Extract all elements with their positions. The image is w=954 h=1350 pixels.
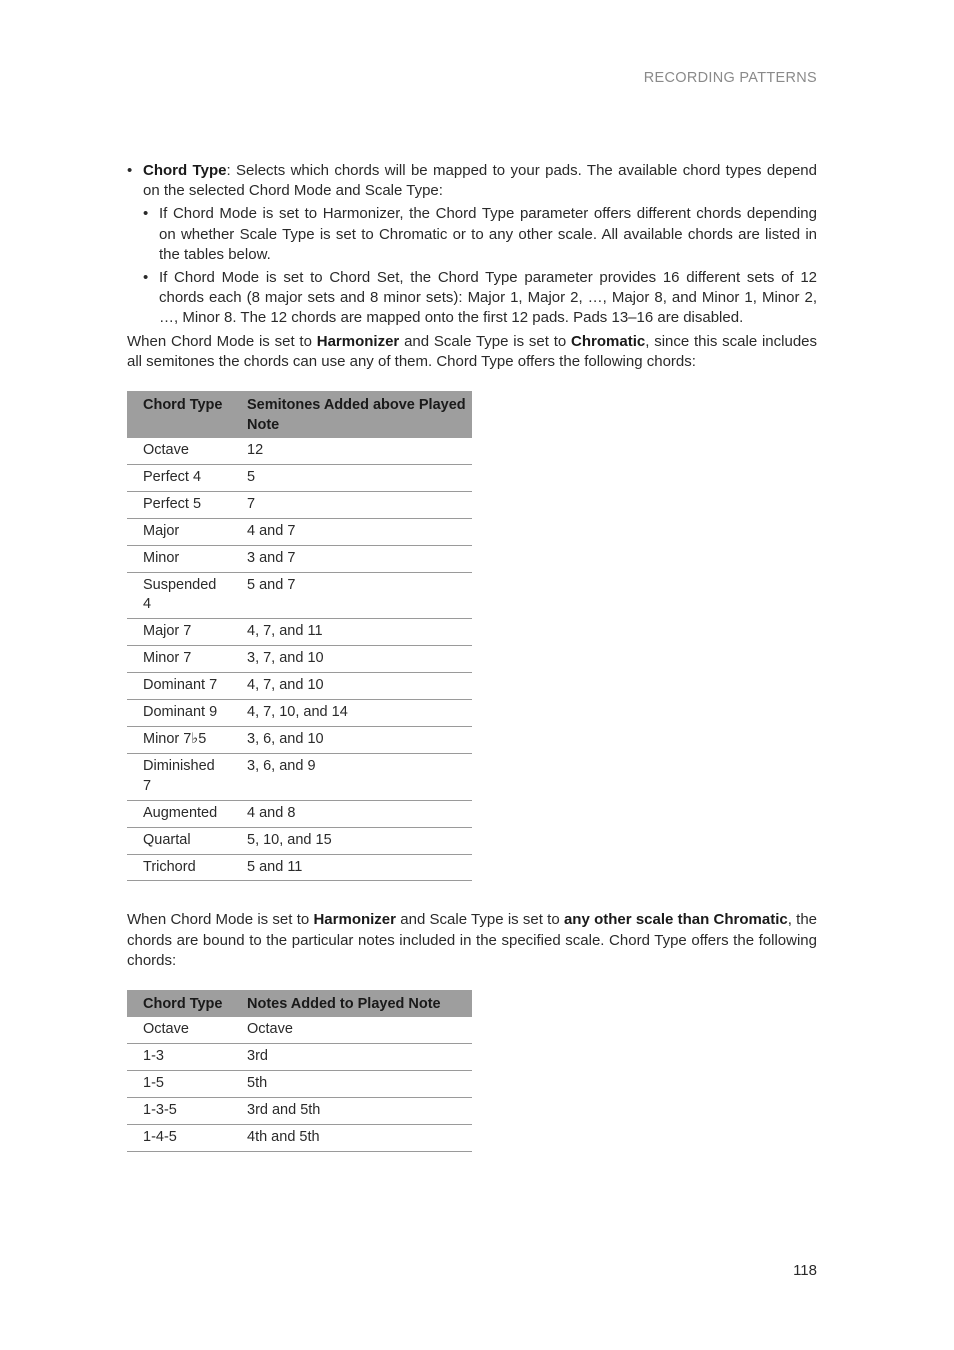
table-row: [127, 1124, 472, 1151]
column-header: Chord Type: [127, 990, 231, 1017]
table-row: [127, 673, 472, 700]
chord-type-cell: Minor 7: [127, 646, 231, 673]
chord-type-cell: Quartal: [127, 827, 231, 854]
chord-type-cell: Perfect 4: [127, 464, 231, 491]
value-cell: 4, 7, and 11: [231, 619, 472, 646]
table-row: [127, 491, 472, 518]
page-header: RECORDING PATTERNS: [643, 70, 817, 86]
chord-type-cell: 1-5: [127, 1070, 231, 1097]
bold-harmonizer: Harmonizer: [316, 332, 400, 350]
column-header: Chord Type: [127, 391, 231, 438]
table-row: [127, 1043, 472, 1070]
text: and Scale Type is set to: [399, 332, 572, 350]
chord-type-cell: Dominant 7: [127, 673, 231, 700]
chord-type-cell: 1-4-5: [127, 1124, 231, 1151]
page-number: 118: [793, 1262, 817, 1279]
value-cell: 4 and 8: [231, 800, 472, 827]
bold-harmonizer: Harmonizer: [313, 911, 396, 929]
table-row: [127, 572, 472, 619]
chord-type-cell: 1-3-5: [127, 1097, 231, 1124]
table-body: [127, 1017, 472, 1151]
chord-type-cell: Trichord: [127, 854, 231, 881]
table-row: [127, 1017, 472, 1043]
chord-type-cell: Major 7: [127, 619, 231, 646]
chord-type-cell: Minor: [127, 545, 231, 572]
value-cell: 12: [231, 438, 472, 464]
chord-type-cell: 1-3: [127, 1043, 231, 1070]
value-cell: 4th and 5th: [231, 1124, 472, 1151]
paragraph-chromatic: [127, 332, 817, 372]
table-row: [127, 438, 472, 464]
text: When Chord Mode is set to: [127, 332, 317, 350]
table-header-row: [127, 391, 472, 438]
chord-type-cell: Diminished 7: [127, 753, 231, 800]
value-cell: 5 and 7: [231, 572, 472, 619]
page-content: [127, 161, 817, 1152]
chord-type-cell: Octave: [127, 1017, 231, 1043]
table-body: [127, 438, 472, 881]
text: and Scale Type is set to: [396, 911, 564, 929]
chord-type-cell: Augmented: [127, 800, 231, 827]
table-row: [127, 518, 472, 545]
bullet-chord-type: [127, 161, 817, 329]
value-cell: 4, 7, and 10: [231, 673, 472, 700]
table-row: [127, 545, 472, 572]
value-cell: 3, 7, and 10: [231, 646, 472, 673]
value-cell: 5th: [231, 1070, 472, 1097]
value-cell: Octave: [231, 1017, 472, 1043]
sub-bullet-list: [143, 204, 817, 328]
text: , since this scale includes all semitones the chords can use any of them. Chord Type offers the following chords:: [127, 332, 818, 370]
chromatic-chord-table: [127, 391, 472, 881]
value-cell: 5, 10, and 15: [231, 827, 472, 854]
chord-type-cell: Dominant 9: [127, 700, 231, 727]
bullet-list: [127, 161, 817, 329]
value-cell: 3, 6, and 10: [231, 727, 472, 754]
text: , the chords are bound to the particular notes included in the specified scale. Chord Type offers the following chords:: [127, 911, 818, 969]
chord-type-cell: Minor 7♭5: [127, 727, 231, 754]
table-row: [127, 1097, 472, 1124]
column-header: Notes Added to Played Note: [231, 990, 472, 1017]
table-header-row: [127, 990, 472, 1017]
value-cell: 3rd: [231, 1043, 472, 1070]
chord-type-term: Chord Type: [143, 162, 227, 179]
table-row: [127, 1070, 472, 1097]
value-cell: 5: [231, 464, 472, 491]
column-header: Semitones Added above Played Note: [231, 391, 472, 438]
value-cell: 4, 7, 10, and 14: [231, 700, 472, 727]
value-cell: 3rd and 5th: [231, 1097, 472, 1124]
table-row: [127, 646, 472, 673]
chord-type-cell: Perfect 5: [127, 491, 231, 518]
table-row: [127, 753, 472, 800]
bold-other-scale: any other scale than Chromatic: [563, 911, 788, 929]
chord-type-description: : Selects which chords will be mapped to your pads. The available chord types depend on the selected Chord Mode and Scale Type:: [143, 162, 817, 200]
value-cell: 3, 6, and 9: [231, 753, 472, 800]
table-row: [127, 464, 472, 491]
text: When Chord Mode is set to: [127, 911, 314, 929]
chord-type-cell: Suspended 4: [127, 572, 231, 619]
value-cell: 4 and 7: [231, 518, 472, 545]
value-cell: 3 and 7: [231, 545, 472, 572]
scale-chord-table: [127, 990, 472, 1152]
table-row: [127, 854, 472, 881]
chord-type-cell: Octave: [127, 438, 231, 464]
table-row: [127, 727, 472, 754]
bold-chromatic: Chromatic: [571, 332, 646, 350]
value-cell: 7: [231, 491, 472, 518]
table-row: [127, 827, 472, 854]
table-row: [127, 700, 472, 727]
chord-type-cell: Major: [127, 518, 231, 545]
paragraph-other-scale: [127, 910, 817, 971]
sub-bullet-chord-set: • If Chord Mode is set to Chord Set, the Chord Type parameter provides 16 different sets of 12 chords each (8 major sets and 8 minor sets): Major 1, Major 2, …, Major 8, and Minor 1, Minor 2, …, Minor 8. The 12 chords are mapped onto the first 12 pads. Pads 13–16 are disabled.: [143, 268, 817, 329]
value-cell: 5 and 11: [231, 854, 472, 881]
sub-bullet-harmonizer: • If Chord Mode is set to Harmonizer, the Chord Type parameter offers different chords depending on whether Scale Type is set to Chromatic or to any other scale. All available chords are listed in the tables below.: [143, 204, 817, 265]
table-row: [127, 800, 472, 827]
table-row: [127, 619, 472, 646]
